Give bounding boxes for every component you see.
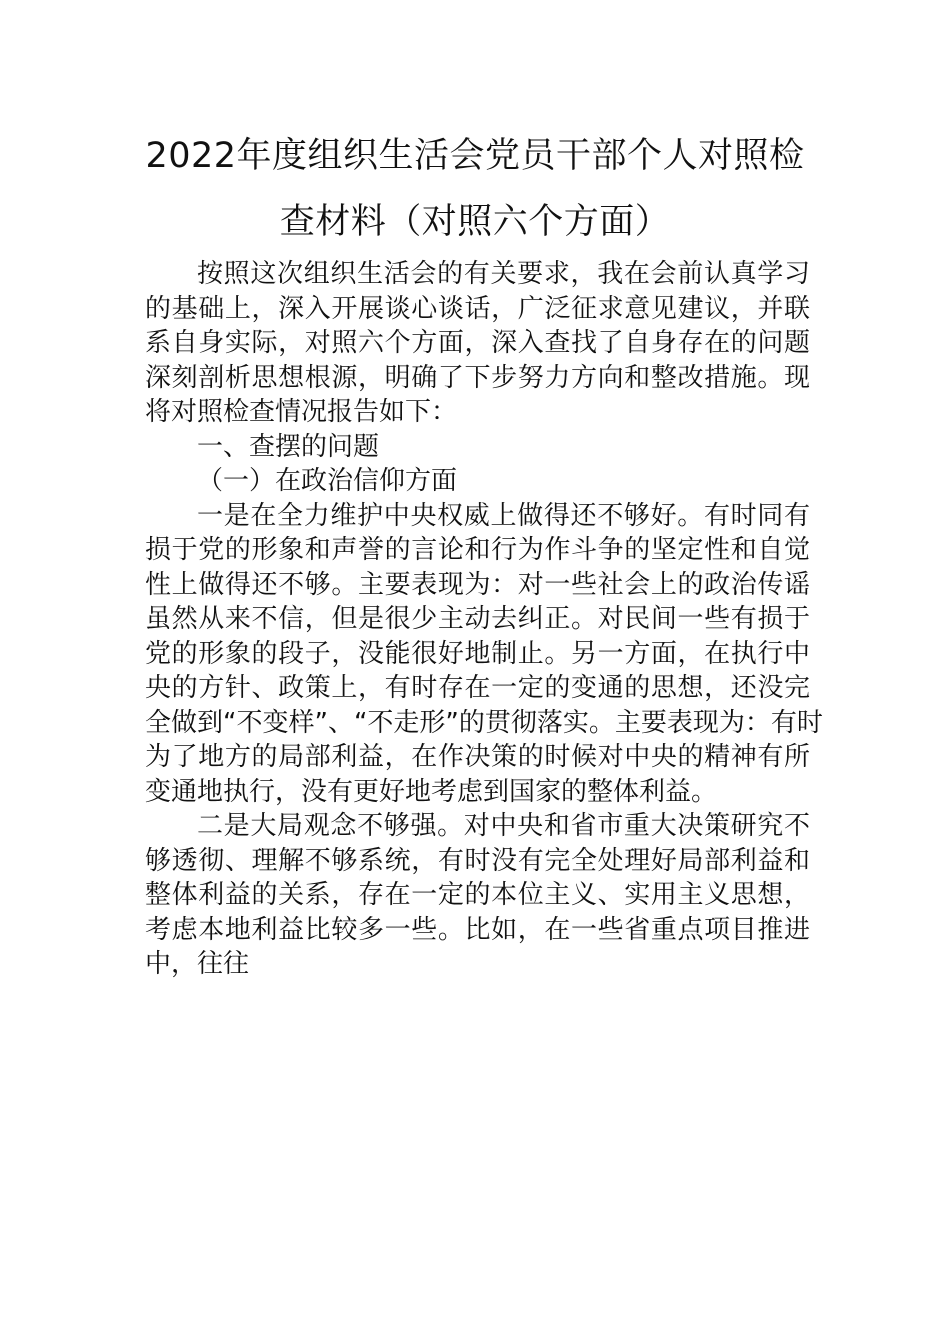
body-text-line: 中，往往 <box>145 949 250 979</box>
body-text-line: 一是在全力维护中央权威上做得还不够好。有时同有 <box>197 500 810 531</box>
body-text-line: 损于党的形象和声誉的言论和行为作斗争的坚定性和自觉 <box>145 535 810 565</box>
body-text-line: 全做到“不变样”、“不走形”的贯彻落实。主要表现为：有时 <box>145 707 823 738</box>
body-text-line: 深刻剖析思想根源，明确了下步努力方向和整改措施。现 <box>145 362 810 393</box>
document-title-line-1: 2022年度组织生活会党员干部个人对照检 <box>145 136 805 176</box>
body-text-line: 为了地方的局部利益，在作决策的时候对中央的精神有所 <box>145 742 810 772</box>
body-text-line: 央的方针、政策上，有时存在一定的变通的思想，还没完 <box>145 673 810 703</box>
body-text-line: 党的形象的段子，没能很好地制止。另一方面，在执行中 <box>145 638 810 669</box>
body-text-line: 按照这次组织生活会的有关要求，我在会前认真学习 <box>197 259 810 289</box>
body-text-line: 二是大局观念不够强。对中央和省市重大决策研究不 <box>197 811 810 841</box>
body-text-line: 够透彻、理解不够系统，有时没有完全处理好局部利益和 <box>145 845 810 876</box>
body-text-line: 性上做得还不够。主要表现为：对一些社会上的政治传谣 <box>145 569 810 600</box>
body-text-line: 考虑本地利益比较多一些。比如，在一些省重点项目推进 <box>145 914 810 945</box>
document-title-line-2: 查材料（对照六个方面） <box>279 202 671 242</box>
body-text-line: 一、查摆的问题 <box>197 431 380 462</box>
body-text-line: 的基础上，深入开展谈心谈话，广泛征求意见建议，并联 <box>145 293 810 324</box>
body-text-line: （一）在政治信仰方面 <box>197 466 458 496</box>
body-text-line: 虽然从来不信，但是很少主动去纠正。对民间一些有损于 <box>145 604 810 634</box>
body-text-line: 整体利益的关系，存在一定的本位主义、实用主义思想， <box>145 880 810 910</box>
document-body <box>145 257 823 982</box>
body-text-line: 将对照检查情况报告如下： <box>145 397 458 427</box>
body-text-line: 变通地执行，没有更好地考虑到国家的整体利益。 <box>145 776 718 807</box>
body-text-line: 系自身实际，对照六个方面，深入查找了自身存在的问题 <box>145 328 810 358</box>
